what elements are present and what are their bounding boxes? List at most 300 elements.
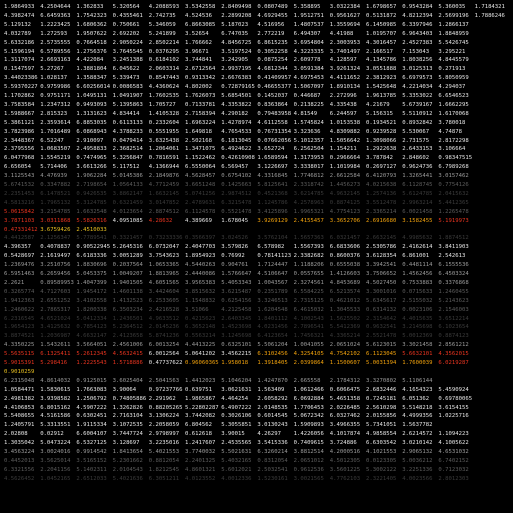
matrix-value: 4.8445579 xyxy=(438,57,469,64)
matrix-value: 2.5155032 xyxy=(402,297,433,304)
matrix-value: 3.1072535 xyxy=(112,422,143,429)
matrix-value: 2.166517 xyxy=(366,48,393,55)
matrix-value: 6.6459363 xyxy=(40,12,71,19)
matrix-value: 2.0104543 xyxy=(112,466,143,473)
matrix-value: 5.5826316 xyxy=(76,217,107,224)
matrix-value: 2.5032541 xyxy=(257,466,288,473)
matrix-value: 5.156315 xyxy=(366,110,393,117)
matrix-value: 5.1106144 xyxy=(402,377,433,384)
matrix-value: 1.6170068 xyxy=(438,110,469,117)
matrix-value: 3.295221 xyxy=(438,48,466,55)
matrix-value: 0.9543284 xyxy=(402,4,433,10)
matrix-value: 4.0951085 xyxy=(112,217,143,224)
matrix-value: 1.3265441 xyxy=(402,173,433,180)
matrix-value: 1.7886246 xyxy=(474,12,505,19)
matrix-value: 4.5628457 xyxy=(185,173,216,180)
matrix-value: 5.2645316 xyxy=(112,244,143,251)
matrix-value: 2.910097 xyxy=(76,137,104,144)
matrix-value: 2.0145236 xyxy=(148,324,180,331)
matrix-value: 1.8038256 xyxy=(402,57,433,64)
matrix-value: 2.542613 xyxy=(438,253,466,260)
matrix-value: 2.8409498 xyxy=(221,4,252,10)
matrix-value: 1.6632145 xyxy=(148,190,180,197)
matrix-value: 5.4053343 xyxy=(221,279,252,286)
matrix-value: 1.028137 xyxy=(40,75,68,82)
matrix-value: 4.4360624 xyxy=(148,84,180,91)
matrix-value: 5.0473224 xyxy=(40,440,71,447)
matrix-value: 1.2405791 xyxy=(4,422,35,429)
matrix-value: 5.129132 xyxy=(4,21,31,28)
matrix-value: 1.6204548 xyxy=(257,306,288,313)
matrix-value: 2.1784312 xyxy=(329,377,361,384)
matrix-value: 2.1619497 xyxy=(40,253,71,260)
matrix-value: 3.724886 xyxy=(329,440,357,447)
matrix-value: 0.5521478 xyxy=(221,208,252,215)
matrix-value: 0.2138225 xyxy=(293,101,324,108)
matrix-value: 2.0415632 xyxy=(438,190,469,197)
matrix-value: 2.665558 xyxy=(293,377,321,384)
matrix-value: 1.563409 xyxy=(257,386,285,393)
matrix-value: 1.7016489 xyxy=(40,128,71,135)
matrix-value: 5.9015391 xyxy=(4,360,35,366)
matrix-value: 1.9115334 xyxy=(76,422,107,429)
matrix-value: 0.4621012 xyxy=(329,297,361,304)
matrix-value: 6.60256014 xyxy=(76,84,111,91)
matrix-value: 3.2451388 xyxy=(112,57,143,64)
matrix-value: 6.861001 xyxy=(402,253,430,260)
matrix-value: 3.5165152 xyxy=(76,457,107,464)
matrix-value: 5.530067 xyxy=(402,128,430,135)
matrix-value: 4.7754123 xyxy=(329,208,361,215)
matrix-value: 0.1452037 xyxy=(257,93,288,99)
matrix-value: 1.9412363 xyxy=(4,297,35,304)
matrix-value: 0.1425663 xyxy=(221,182,252,188)
matrix-value: 6.1124578 xyxy=(185,208,216,215)
matrix-value: 1.8910134 xyxy=(329,84,361,91)
matrix-value: 6.1450985 xyxy=(366,21,397,28)
matrix-value: 3.5197524 xyxy=(221,48,252,55)
matrix-value: 4.5027450 xyxy=(366,279,397,286)
matrix-value: 3.7442082 xyxy=(185,413,216,420)
matrix-value: 1.3262826 xyxy=(112,404,143,411)
matrix-value: 6.7402152 xyxy=(438,457,469,464)
matrix-value: 6.5550064 xyxy=(185,164,216,171)
matrix-value: 5.714406 xyxy=(40,164,68,171)
matrix-value: 1.8848959 xyxy=(438,30,469,37)
matrix-value: 6.3260214 xyxy=(257,449,288,455)
matrix-value: 2.5610298 xyxy=(366,404,397,411)
matrix-value: 0.6066475 xyxy=(329,386,361,393)
matrix-value: 4.6929455 xyxy=(257,12,288,19)
matrix-value: 1.5067097 xyxy=(293,84,324,91)
matrix-value: 4.290182 xyxy=(221,110,249,117)
matrix-value: 2.0651012 xyxy=(293,457,324,464)
matrix-value: 1.2460622 xyxy=(4,306,35,313)
matrix-value: 0.446687 xyxy=(293,93,321,99)
matrix-value: 5.298416 xyxy=(40,360,68,366)
matrix-value: 6.1123045 xyxy=(366,351,397,358)
matrix-value: 2.3593614 xyxy=(40,119,71,126)
matrix-value: 2.3812923 xyxy=(366,75,397,82)
matrix-value: 2.7158394 xyxy=(185,110,216,117)
matrix-value: 3.8411903 xyxy=(438,244,469,251)
matrix-value: 4.3562015 xyxy=(438,351,469,358)
matrix-value: 3.128697 xyxy=(112,440,140,447)
matrix-value: 1.7456321 xyxy=(293,333,324,340)
matrix-value: 4.7542102 xyxy=(329,351,361,358)
matrix-value: 1.0491907 xyxy=(112,93,143,99)
matrix-value: 0.5131872 xyxy=(366,12,397,19)
matrix-value: 2.3365214 xyxy=(366,208,397,215)
matrix-value: 3.2154785 xyxy=(40,208,71,215)
matrix-value: 6.6004107 xyxy=(76,431,107,438)
matrix-value: 5.8125641 xyxy=(257,182,288,188)
matrix-value: 2.272996 xyxy=(329,93,357,99)
matrix-value: 3.8862147 xyxy=(112,190,143,197)
matrix-value: 0.9313342 xyxy=(185,75,216,82)
matrix-value: 5.5408655 xyxy=(4,413,35,420)
matrix-value: 1.4601138 xyxy=(112,288,143,295)
matrix-value: 4.28632 xyxy=(148,217,173,224)
matrix-value: 6.8615235 xyxy=(257,39,288,46)
matrix-value: 6.4924622 xyxy=(221,146,252,153)
matrix-value: 0.8600376 xyxy=(329,253,361,260)
matrix-value: 2.6512033 xyxy=(76,475,107,482)
matrix-value: 2.291962 xyxy=(148,395,176,402)
matrix-value: 4.2125458 xyxy=(221,306,252,313)
matrix-value: 3.8515632 xyxy=(185,288,216,295)
matrix-value: 2.3448367 xyxy=(4,137,35,144)
matrix-value: 3.6954804 xyxy=(293,39,324,46)
matrix-value: 6.244597 xyxy=(329,110,357,117)
matrix-value: 0.8874123 xyxy=(438,333,469,340)
matrix-value: 7.153043 xyxy=(402,48,430,55)
matrix-value: 1.2506792 xyxy=(76,395,107,402)
matrix-value: 3.3652706 xyxy=(329,217,361,224)
matrix-value: 0.3321457 xyxy=(112,235,143,242)
matrix-value: 2.6712564 xyxy=(185,66,216,73)
matrix-value: 0.6254156 xyxy=(221,297,252,304)
matrix-value: 5.1919973 xyxy=(438,217,469,224)
matrix-value: 3.0322384 xyxy=(329,4,361,10)
matrix-value: 6.3503234 xyxy=(112,306,143,313)
matrix-value: 3.9565383 xyxy=(185,279,216,286)
matrix-value: 1.2225543 xyxy=(76,360,107,366)
matrix-value: 1.2922638 xyxy=(366,146,397,153)
matrix-value: 5.5635115 xyxy=(4,351,35,358)
matrix-value: 6.5584225 xyxy=(293,288,324,295)
matrix-value: 0.8812054 xyxy=(148,457,180,464)
matrix-value: 2.3003953 xyxy=(329,39,361,46)
matrix-value: 2.1546003 xyxy=(438,306,469,313)
matrix-value: 0.6113133 xyxy=(112,119,143,126)
matrix-value: 1.5230161 xyxy=(257,475,288,482)
matrix-value: 1.2574136 xyxy=(366,190,397,197)
matrix-value: 5.5021631 xyxy=(221,449,252,455)
matrix-value: 1.5909893 xyxy=(293,422,324,429)
matrix-value: 3.7543623 xyxy=(148,253,180,260)
matrix-value: 4.1366944 xyxy=(148,164,180,171)
matrix-value: 3.3338017 xyxy=(293,164,324,171)
matrix-value: 5.5110912 xyxy=(402,110,433,117)
matrix-value: 1.6632548 xyxy=(76,208,107,215)
matrix-value: 6.8015162 xyxy=(40,404,71,411)
matrix-value: 1.4247870 xyxy=(257,377,288,384)
matrix-value: 3.0125313 xyxy=(402,66,433,73)
matrix-value: 3.52654 xyxy=(185,30,209,37)
matrix-value: 1.362833 xyxy=(76,4,104,10)
matrix-value: 1.9654123 xyxy=(4,324,35,331)
matrix-value: 0.41409957 xyxy=(257,75,292,82)
matrix-value: 0.6314132 xyxy=(366,306,397,313)
matrix-value: 5.0641202 xyxy=(185,351,216,358)
matrix-value: 1.0584471 xyxy=(4,386,35,393)
matrix-value: 0.9493093 xyxy=(76,101,107,108)
matrix-value: 1.3117074 xyxy=(4,57,35,64)
matrix-value: 4.7127603 xyxy=(40,288,71,295)
matrix-value: 3.2145698 xyxy=(402,324,433,331)
matrix-value: 1.4412023 xyxy=(185,377,216,384)
matrix-value: 2.4440086 xyxy=(185,271,216,277)
matrix-value: 5.4651358 xyxy=(329,395,361,402)
matrix-value: 1.5988667 xyxy=(4,110,35,117)
matrix-value: 6.4503324 xyxy=(438,271,469,277)
matrix-value: 0.6302451 xyxy=(76,413,107,420)
matrix-value: 3.7740032 xyxy=(185,449,216,455)
matrix-value: 0.0123305 xyxy=(366,457,397,464)
matrix-value: 5.4412365 xyxy=(438,199,469,206)
matrix-value: 1.8413654 xyxy=(112,449,143,455)
matrix-value: 6.1325411 xyxy=(40,351,71,358)
matrix-value: 6.569457 xyxy=(221,164,249,171)
matrix-value: 5.3861121 xyxy=(4,119,35,126)
matrix-value: 5.1395863 xyxy=(112,101,143,108)
matrix-value: 0.97237766 xyxy=(148,386,183,393)
matrix-value: 6.3215478 xyxy=(221,199,252,206)
matrix-value: 6.656054 xyxy=(4,164,31,171)
matrix-value: 4.3254105 xyxy=(293,351,324,358)
matrix-value: 6.1023654 xyxy=(438,324,469,331)
matrix-value: 2.2621 xyxy=(4,279,25,286)
matrix-value: 6.2562504 xyxy=(293,146,324,153)
matrix-value: 6.4615032 xyxy=(293,306,324,313)
matrix-value: 4.5161586 xyxy=(40,413,71,420)
matrix-value: 5.0031394 xyxy=(366,360,397,366)
matrix-value: 0.98347515 xyxy=(438,155,473,162)
matrix-value: 0.7533883 xyxy=(402,279,433,286)
matrix-value: 2.7865317 xyxy=(40,306,71,313)
matrix-value: 0.3052258 xyxy=(257,48,288,55)
matrix-value: 4.8212394 xyxy=(402,12,433,19)
matrix-value: 3.106664 xyxy=(438,146,466,153)
matrix-value: 1.7600039 xyxy=(402,360,433,366)
matrix-value: 0.639751 xyxy=(185,386,212,393)
matrix-value: 4.74878 xyxy=(438,128,462,135)
matrix-value: 4.1002543 xyxy=(293,315,324,322)
matrix-value: 4.4015635 xyxy=(402,315,433,322)
matrix-value: 4.3788233 xyxy=(112,128,143,135)
matrix-value: 0.7474965 xyxy=(76,155,107,162)
matrix-value: 2.6832446 xyxy=(366,386,397,393)
matrix-value: 0.750661 xyxy=(112,21,140,28)
matrix-value: 2.6551252 xyxy=(40,297,71,304)
matrix-value: 0.1934521 xyxy=(366,119,397,126)
matrix-value: 3.5415336 xyxy=(257,440,288,447)
matrix-value: 3.0130243 xyxy=(257,422,288,429)
matrix-value: 0.42610908 xyxy=(221,155,255,162)
matrix-value: 4.8309882 xyxy=(329,128,361,135)
matrix-value: 4.396357 xyxy=(4,244,31,251)
matrix-value: 3.0621631 xyxy=(221,386,252,393)
matrix-value: 2.8172298 xyxy=(438,137,469,144)
matrix-value: 2.6433153 xyxy=(402,146,433,153)
matrix-value: 3.024526 xyxy=(221,235,249,242)
matrix-value: 0.4215623 xyxy=(185,315,216,322)
matrix-value: 1.0564133 xyxy=(112,182,143,188)
matrix-value: 1.4132523 xyxy=(112,297,143,304)
matrix-value: 2.7163104 xyxy=(112,413,143,420)
matrix-value: 5.6632101 xyxy=(402,351,433,358)
matrix-value: 5.22802287 xyxy=(185,404,219,411)
matrix-value: 4.1005622 xyxy=(438,440,469,447)
matrix-value: 3.7447724 xyxy=(112,431,143,438)
matrix-value: 1.2223425 xyxy=(40,21,71,28)
matrix-value: 1.2460455 xyxy=(438,288,469,295)
matrix-value: 6.1813045 xyxy=(221,137,252,144)
matrix-value: 1.1522462 xyxy=(185,155,216,162)
matrix-value: 5.6012021 xyxy=(221,466,252,473)
matrix-value: 4.802002 xyxy=(185,84,212,91)
matrix-value: 6.52247 xyxy=(40,137,64,144)
matrix-value: 4.0123552 xyxy=(185,475,216,482)
matrix-value: 1.649818 xyxy=(185,128,212,135)
matrix-value: 2.0399864 xyxy=(293,360,324,366)
matrix-value: 1.1188206 xyxy=(293,262,324,269)
matrix-value: 4.0023566 xyxy=(402,475,433,482)
matrix-value: 4.21679 xyxy=(366,101,390,108)
matrix-value: 2.7896541 xyxy=(293,324,324,331)
matrix-value: 1.9865867 xyxy=(185,395,216,402)
matrix-value: 1.2064061 xyxy=(148,146,180,153)
matrix-value: 2.4789631 xyxy=(185,199,216,206)
matrix-value: 0.8363864 xyxy=(257,101,288,108)
matrix-value: 0.0479414 xyxy=(112,137,143,144)
matrix-value: 0.2351789 xyxy=(257,288,288,295)
matrix-value: 3.90015 xyxy=(221,431,245,438)
matrix-value: 2.4216528 xyxy=(148,306,180,313)
matrix-value: 4.1017874 xyxy=(329,431,361,438)
matrix-value: 0.0807489 xyxy=(257,4,288,10)
matrix-value: 6.0692884 xyxy=(293,395,324,402)
matrix-value: 3.0021565 xyxy=(293,475,324,482)
matrix-value: 1.5056642 xyxy=(329,137,361,144)
matrix-value: 6.8663085 xyxy=(185,21,216,28)
matrix-value: 6.5789556 xyxy=(40,48,71,55)
matrix-value: 0.3265774 xyxy=(4,288,35,295)
matrix-value: 3.0024016 xyxy=(40,449,71,455)
matrix-value: 5.6123015 xyxy=(366,342,397,349)
matrix-value: 2.3795556 xyxy=(4,146,35,153)
matrix-value: 5.2612345 xyxy=(76,351,107,358)
matrix-value: 4.4111652 xyxy=(329,75,361,82)
matrix-value: 2.2401325 xyxy=(185,457,216,464)
matrix-value: 6.8853035 xyxy=(76,119,107,126)
matrix-value: 6.3102456 xyxy=(257,351,288,358)
matrix-value: 1.766662 xyxy=(185,39,212,46)
matrix-value: 1.7965132 xyxy=(40,199,71,206)
matrix-value: 3.6759426 xyxy=(40,226,71,233)
matrix-value: 1.8401112 xyxy=(257,315,288,322)
matrix-value: 1.5545219 xyxy=(40,155,71,162)
matrix-value: 5.5061204 xyxy=(257,342,288,349)
matrix-value: 3.6651248 xyxy=(185,182,216,188)
matrix-value: 2.5735555 xyxy=(40,39,71,46)
matrix-value: 4.422084 xyxy=(76,57,104,64)
matrix-value: 1.3045533 xyxy=(329,306,361,313)
matrix-value: 1.8954923 xyxy=(185,253,216,260)
matrix-value: 6.3397946 xyxy=(402,21,433,28)
matrix-value: 0.7816591 xyxy=(148,155,180,162)
matrix-value: 3.579826 xyxy=(221,244,249,251)
matrix-value: 3.5601225 xyxy=(329,466,361,473)
matrix-value: 4.3016457 xyxy=(366,39,397,46)
matrix-value: 4.5012305 xyxy=(329,457,361,464)
matrix-value: 5.6741532 xyxy=(4,182,35,188)
matrix-value: 1.705727 xyxy=(148,101,176,108)
matrix-value: 5.1596194 xyxy=(4,48,35,55)
matrix-value: 0.89589953 xyxy=(40,279,74,286)
matrix-value: 1.9454172 xyxy=(76,288,107,295)
matrix-value: 5.3353022 xyxy=(402,93,433,99)
matrix-value: 3.6512214 xyxy=(438,315,469,322)
matrix-value: 0.5551955 xyxy=(148,128,180,135)
matrix-value: 5.0741256 xyxy=(185,190,216,197)
matrix-value: 0.904761 xyxy=(221,262,249,269)
matrix-value: 0.76731354 xyxy=(257,128,292,135)
matrix-value: 1.7602535 xyxy=(148,93,180,99)
matrix-value: 4.9632145 xyxy=(329,190,361,197)
matrix-value: 4.0012336 xyxy=(221,475,252,482)
matrix-value: 3.7401497 xyxy=(329,48,361,55)
matrix-value: 0.2332604 xyxy=(148,119,180,126)
matrix-value: 4.335438 xyxy=(329,101,357,108)
matrix-value: 5.360035 xyxy=(438,4,466,10)
matrix-value: 3.6025404 xyxy=(112,377,143,384)
matrix-value: 2.772219 xyxy=(257,30,285,37)
matrix-value: 6.4123654 xyxy=(257,333,288,340)
matrix-value: 1.5745824 xyxy=(293,119,324,126)
matrix-value: 5.4021553 xyxy=(148,449,180,455)
matrix-value: 6.4907222 xyxy=(221,404,252,411)
matrix-value: 3.3942541 xyxy=(366,262,397,269)
matrix-value: 0.2966664 xyxy=(329,155,361,162)
matrix-value: 4.1021553 xyxy=(366,449,397,455)
matrix-value: 4.3350225 xyxy=(4,342,35,349)
matrix-value: 1.678045 xyxy=(221,217,249,224)
matrix-value: 4.8453689 xyxy=(329,279,361,286)
matrix-value: 3.4125896 xyxy=(257,208,288,215)
matrix-value: 2.9798997 xyxy=(148,431,180,438)
matrix-value: 4.6051565 xyxy=(148,279,180,286)
matrix-value: 5.3313551 xyxy=(40,422,71,429)
matrix-value: 0.46655377 xyxy=(257,84,292,91)
matrix-value: 4.524536 xyxy=(185,12,212,19)
matrix-value: 1.9864933 xyxy=(4,4,35,10)
matrix-value: 0.2697127 xyxy=(366,164,397,171)
matrix-value: 3.6128354 xyxy=(366,253,397,260)
matrix-value: 4.294037 xyxy=(438,84,466,91)
matrix-value: 2.4162614 xyxy=(402,244,433,251)
